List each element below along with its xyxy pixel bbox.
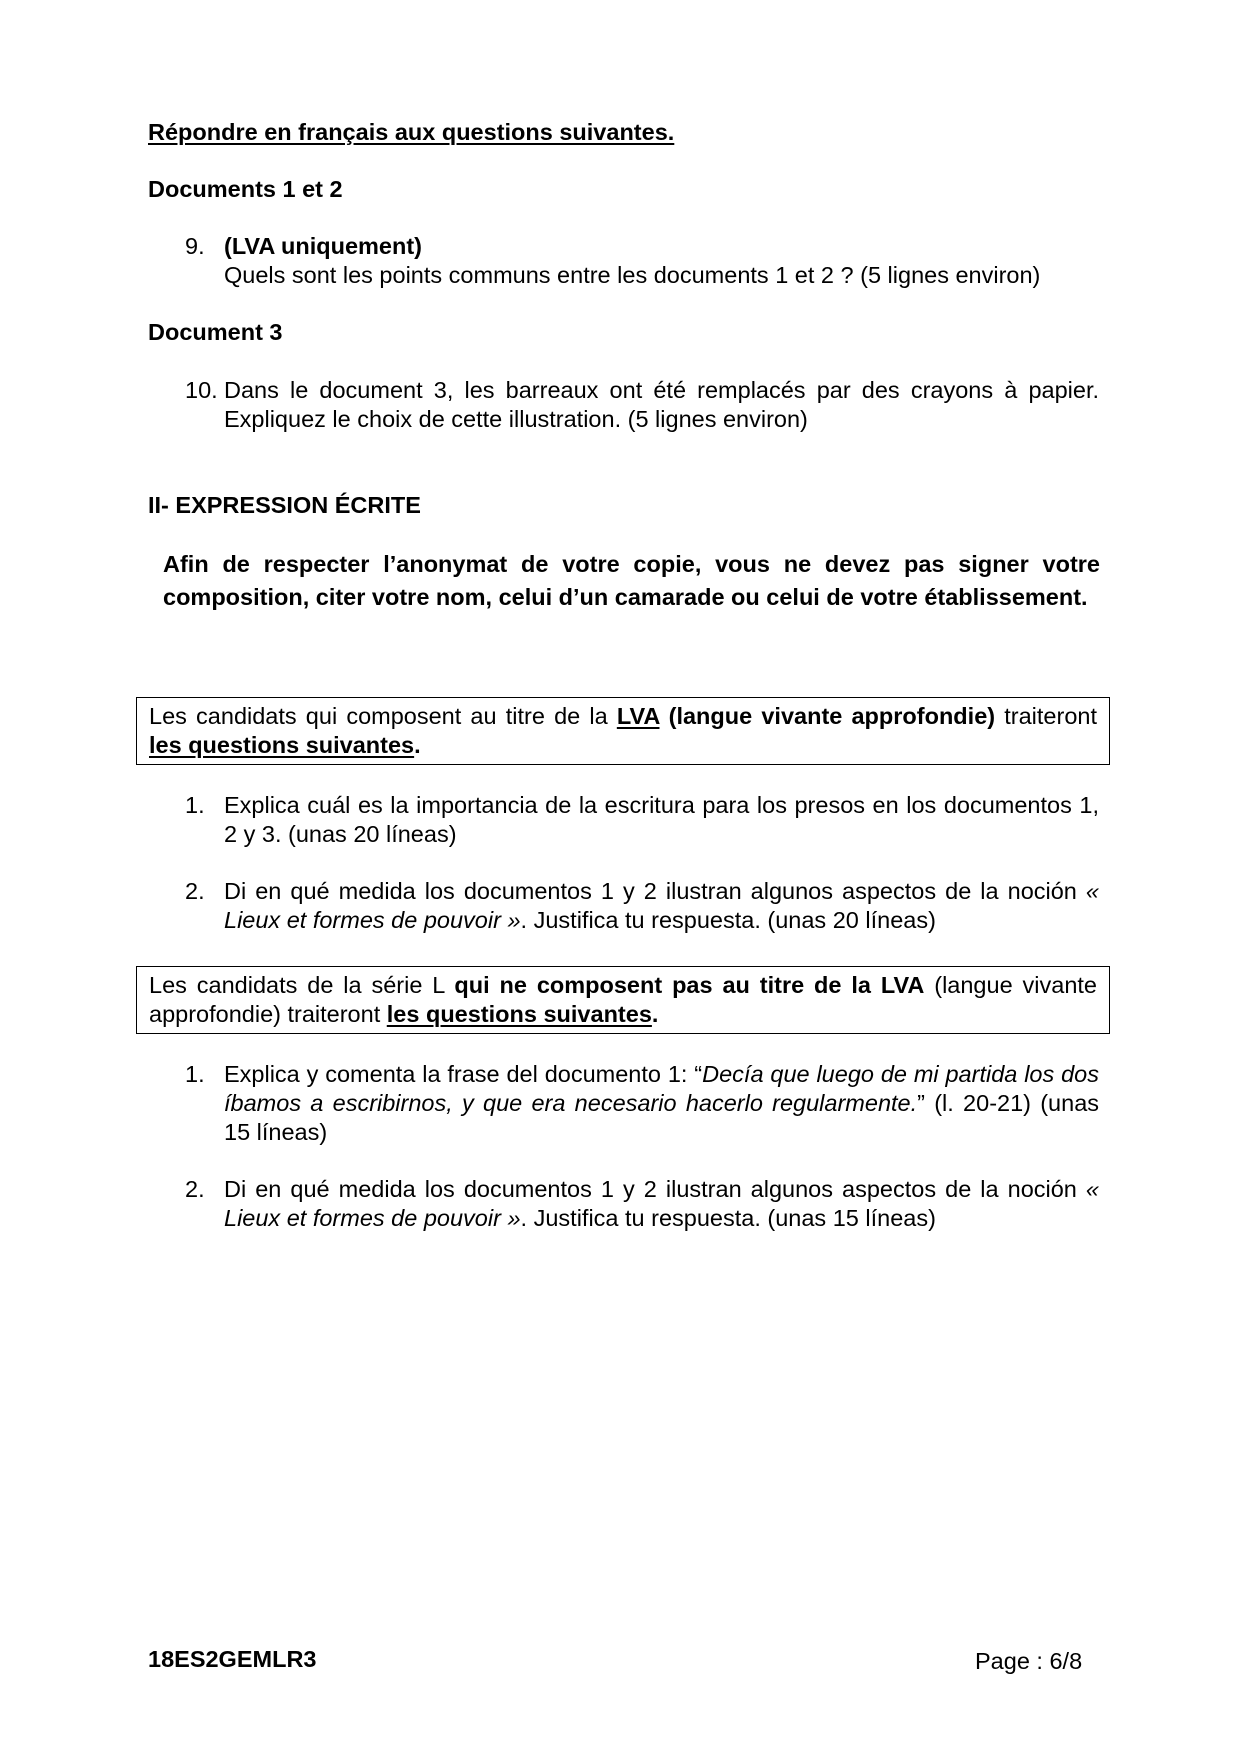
question-body: Explica cuál es la importancia de la escritura para los presos en los documentos 1, 2 y 3. (unas 20 líneas) [224, 792, 1099, 847]
box-bold-text: qui ne composent pas au titre de la LVA [454, 972, 925, 998]
question-text: . Justifica tu respuesta. (unas 15 líneas) [520, 1205, 936, 1231]
question-body [224, 1175, 1099, 1233]
box-text: Les candidats qui composent au titre de la [149, 703, 617, 729]
section-heading-documents-1-2: Documents 1 et 2 [148, 176, 343, 202]
question-text [224, 232, 1099, 290]
question-number: 2. [185, 1176, 205, 1202]
question-body: Quels sont les points communs entre les documents 1 et 2 ? (5 lignes environ) [224, 262, 1041, 288]
questions-label: les questions suivantes [149, 732, 415, 758]
section-heading-document-3: Document 3 [148, 319, 283, 345]
lva-question-1 [185, 791, 1100, 851]
question-body: Dans le document 3, les barreaux ont été remplacés par des crayons à papier. Expliquez le choix de cette illustration. (5 lignes environ) [224, 377, 1099, 432]
box-end: . [414, 732, 421, 758]
question-number: 2. [185, 878, 205, 904]
box-text: traiteront [995, 703, 1097, 729]
questions-label: les questions suivantes [386, 1001, 652, 1027]
box-end: . [651, 1001, 659, 1027]
lva-question-2 [185, 877, 1100, 937]
box-text: Les candidats de la série L [149, 972, 455, 998]
box-text: (langue vivante approfondie) traiteront [149, 972, 1097, 1027]
question-9 [185, 232, 1100, 292]
instruction-heading: Répondre en français aux questions suivantes. [148, 119, 675, 145]
serie-l-question-2 [185, 1175, 1100, 1235]
footer-document-code: 18ES2GEMLR3 [148, 1646, 317, 1672]
footer-page-number: Page : 6/8 [975, 1648, 1083, 1674]
anonymity-notice: Afin de respecter l’anonymat de votre copie, vous ne devez pas signer votre composition, citer votre nom, celui d’un camarade ou celui de votre établissement. [163, 551, 1100, 610]
notion-quote: « Lieux et formes de pouvoir » [224, 1176, 1099, 1231]
question-text: Di en qué medida los documentos 1 y 2 ilustran algunos aspectos de la noción [224, 1176, 1086, 1202]
question-10 [185, 376, 1100, 436]
question-text: . Justifica tu respuesta. (unas 20 líneas) [520, 907, 936, 933]
lva-label: LVA [616, 703, 660, 729]
lva-paren: (langue vivante approfondie) [659, 703, 996, 729]
question-number: 9. [185, 233, 205, 259]
question-text: Explica y comenta la frase del documento 1: “ [224, 1061, 703, 1087]
lva-instruction-box [136, 697, 1110, 765]
question-text: ” (l. 20-21) (unas 15 líneas) [224, 1090, 1100, 1145]
question-number: 1. [185, 792, 205, 818]
quoted-sentence: Decía que luego de mi partida los dos íbamos a escribirnos, y que era necesario hacerlo regularmente. [224, 1061, 1099, 1116]
question-body [224, 877, 1099, 935]
notion-quote: « Lieux et formes de pouvoir » [224, 878, 1099, 933]
serie-l-instruction-box [136, 966, 1110, 1034]
question-number: 1. [185, 1061, 205, 1087]
question-number: 10. [185, 377, 218, 403]
serie-l-question-1 [185, 1060, 1100, 1150]
question-text: Di en qué medida los documentos 1 y 2 ilustran algunos aspectos de la noción [224, 878, 1086, 904]
question-body [224, 1060, 1099, 1147]
question-label: (LVA uniquement) [224, 233, 422, 259]
part-2-title: II- EXPRESSION ÉCRITE [148, 492, 421, 518]
